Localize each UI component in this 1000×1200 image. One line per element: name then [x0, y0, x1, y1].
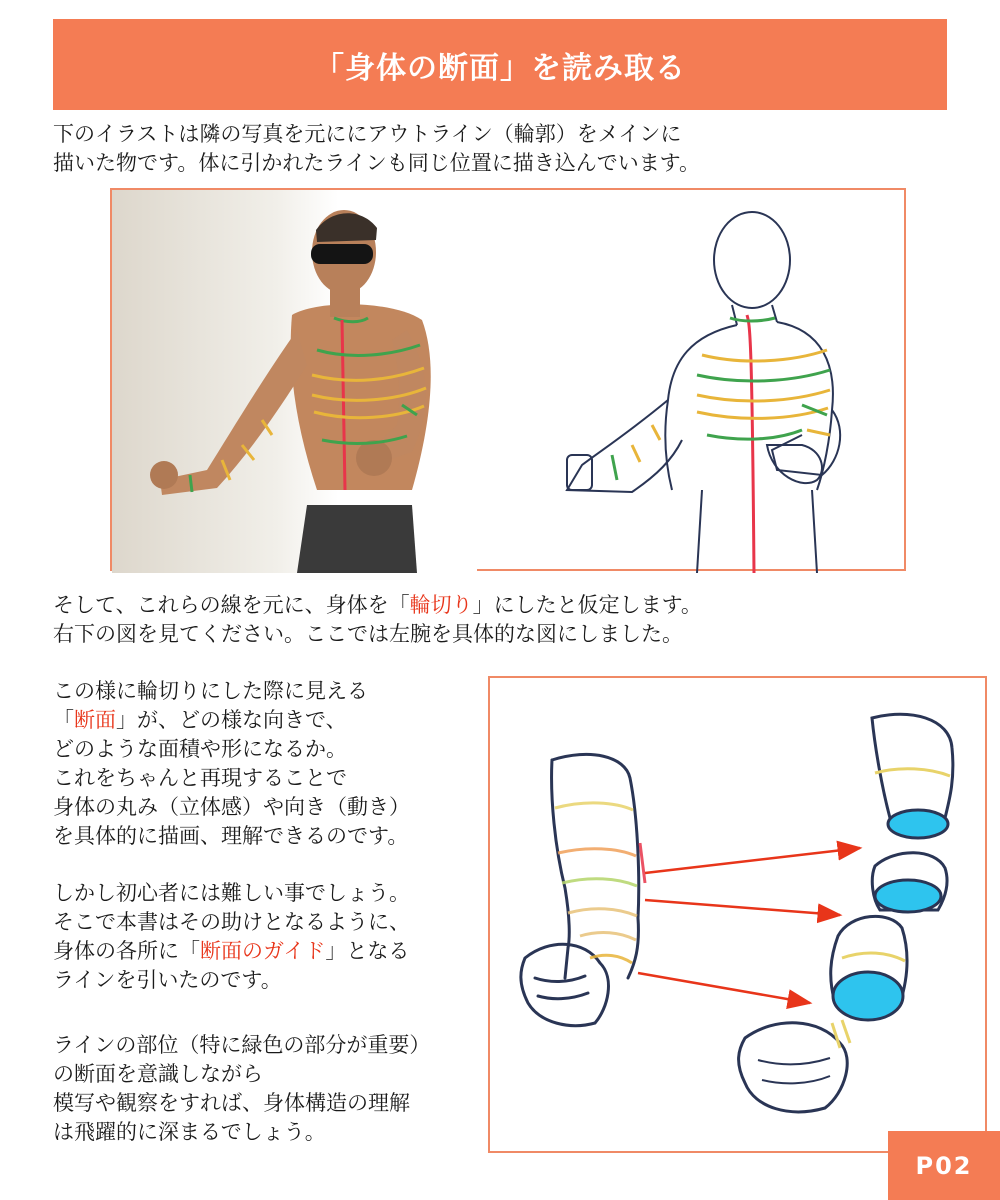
arm-section-figure — [490, 678, 989, 1155]
section-upper — [872, 714, 953, 838]
page-title: 「身体の断面」を読み取る — [314, 50, 686, 86]
section-lower — [739, 916, 908, 1111]
text-segment: そして、これらの線を元に、身体を「 — [53, 593, 410, 617]
intro-paragraph — [53, 120, 700, 178]
blindfold — [311, 244, 373, 264]
text-segment: 」となる — [325, 939, 410, 963]
explanation-paragraph-2 — [53, 879, 410, 995]
text-segment: 」が、どの様な向きで、 — [116, 708, 347, 732]
body-line: この様に輪切りにした際に見える — [53, 679, 368, 703]
highlight-danmen-guide: 断面のガイド — [200, 939, 326, 963]
reference-figure — [112, 190, 908, 573]
section-fist — [739, 1023, 848, 1112]
intro-line: 下のイラストは隣の写真を元ににアウトライン（輪郭）をメインに — [53, 122, 682, 146]
body-line: を具体的に描画、理解できるのです。 — [53, 824, 409, 848]
page-number: P02 — [915, 1151, 973, 1180]
body-line: これをちゃんと再現することで — [53, 766, 347, 790]
body-line: ラインの部位（特に緑色の部分が重要） — [53, 1033, 431, 1057]
text-segment: 」にしたと仮定します。 — [472, 593, 702, 617]
photo-fist-left — [150, 461, 178, 489]
body-line: 模写や観察をすれば、身体構造の理解 — [53, 1091, 410, 1115]
text-segment: 身体の各所に「 — [53, 939, 200, 963]
body-line — [53, 706, 410, 735]
body-line: 身体の丸み（立体感）や向き（動き） — [53, 795, 410, 819]
photo-fist-right — [356, 440, 392, 476]
arrow-middle — [645, 900, 840, 915]
highlight-danmen: 断面 — [74, 708, 116, 732]
section-middle — [872, 853, 947, 912]
line-drawing — [567, 212, 840, 573]
body-line: しかし初心者には難しい事でしょう。 — [53, 881, 410, 905]
explanation-paragraph-3 — [53, 1031, 430, 1147]
body-line: の断面を意識しながら — [53, 1062, 263, 1086]
page-header — [53, 19, 947, 110]
page-number-badge — [888, 1131, 1000, 1200]
body-line — [53, 937, 410, 966]
body-line: どのような面積や形になるか。 — [53, 737, 347, 761]
section2-paragraph — [53, 591, 702, 649]
photo-shorts — [297, 505, 417, 573]
text-segment: 「 — [53, 708, 74, 732]
arrow-lower — [638, 973, 810, 1003]
reference-figure-frame — [110, 188, 906, 571]
body-line: は飛躍的に深まるでしょう。 — [53, 1120, 326, 1144]
arrow-upper — [645, 848, 860, 873]
arm-drawing — [521, 754, 639, 1025]
explanation-paragraph-1 — [53, 677, 410, 851]
arm-section-figure-frame — [488, 676, 987, 1153]
body-line: そこで本書はその助けとなるように、 — [53, 910, 410, 934]
highlight-wagiri: 輪切り — [409, 593, 473, 617]
intro-line: 描いた物です。体に引かれたラインも同じ位置に描き込んでいます。 — [53, 151, 701, 175]
section2-line: 右下の図を見てください。ここでは左腕を具体的な図にしました。 — [53, 622, 683, 646]
section2-line — [53, 591, 702, 620]
section-arrows — [638, 848, 860, 1003]
body-line: ラインを引いたのです。 — [53, 968, 282, 992]
